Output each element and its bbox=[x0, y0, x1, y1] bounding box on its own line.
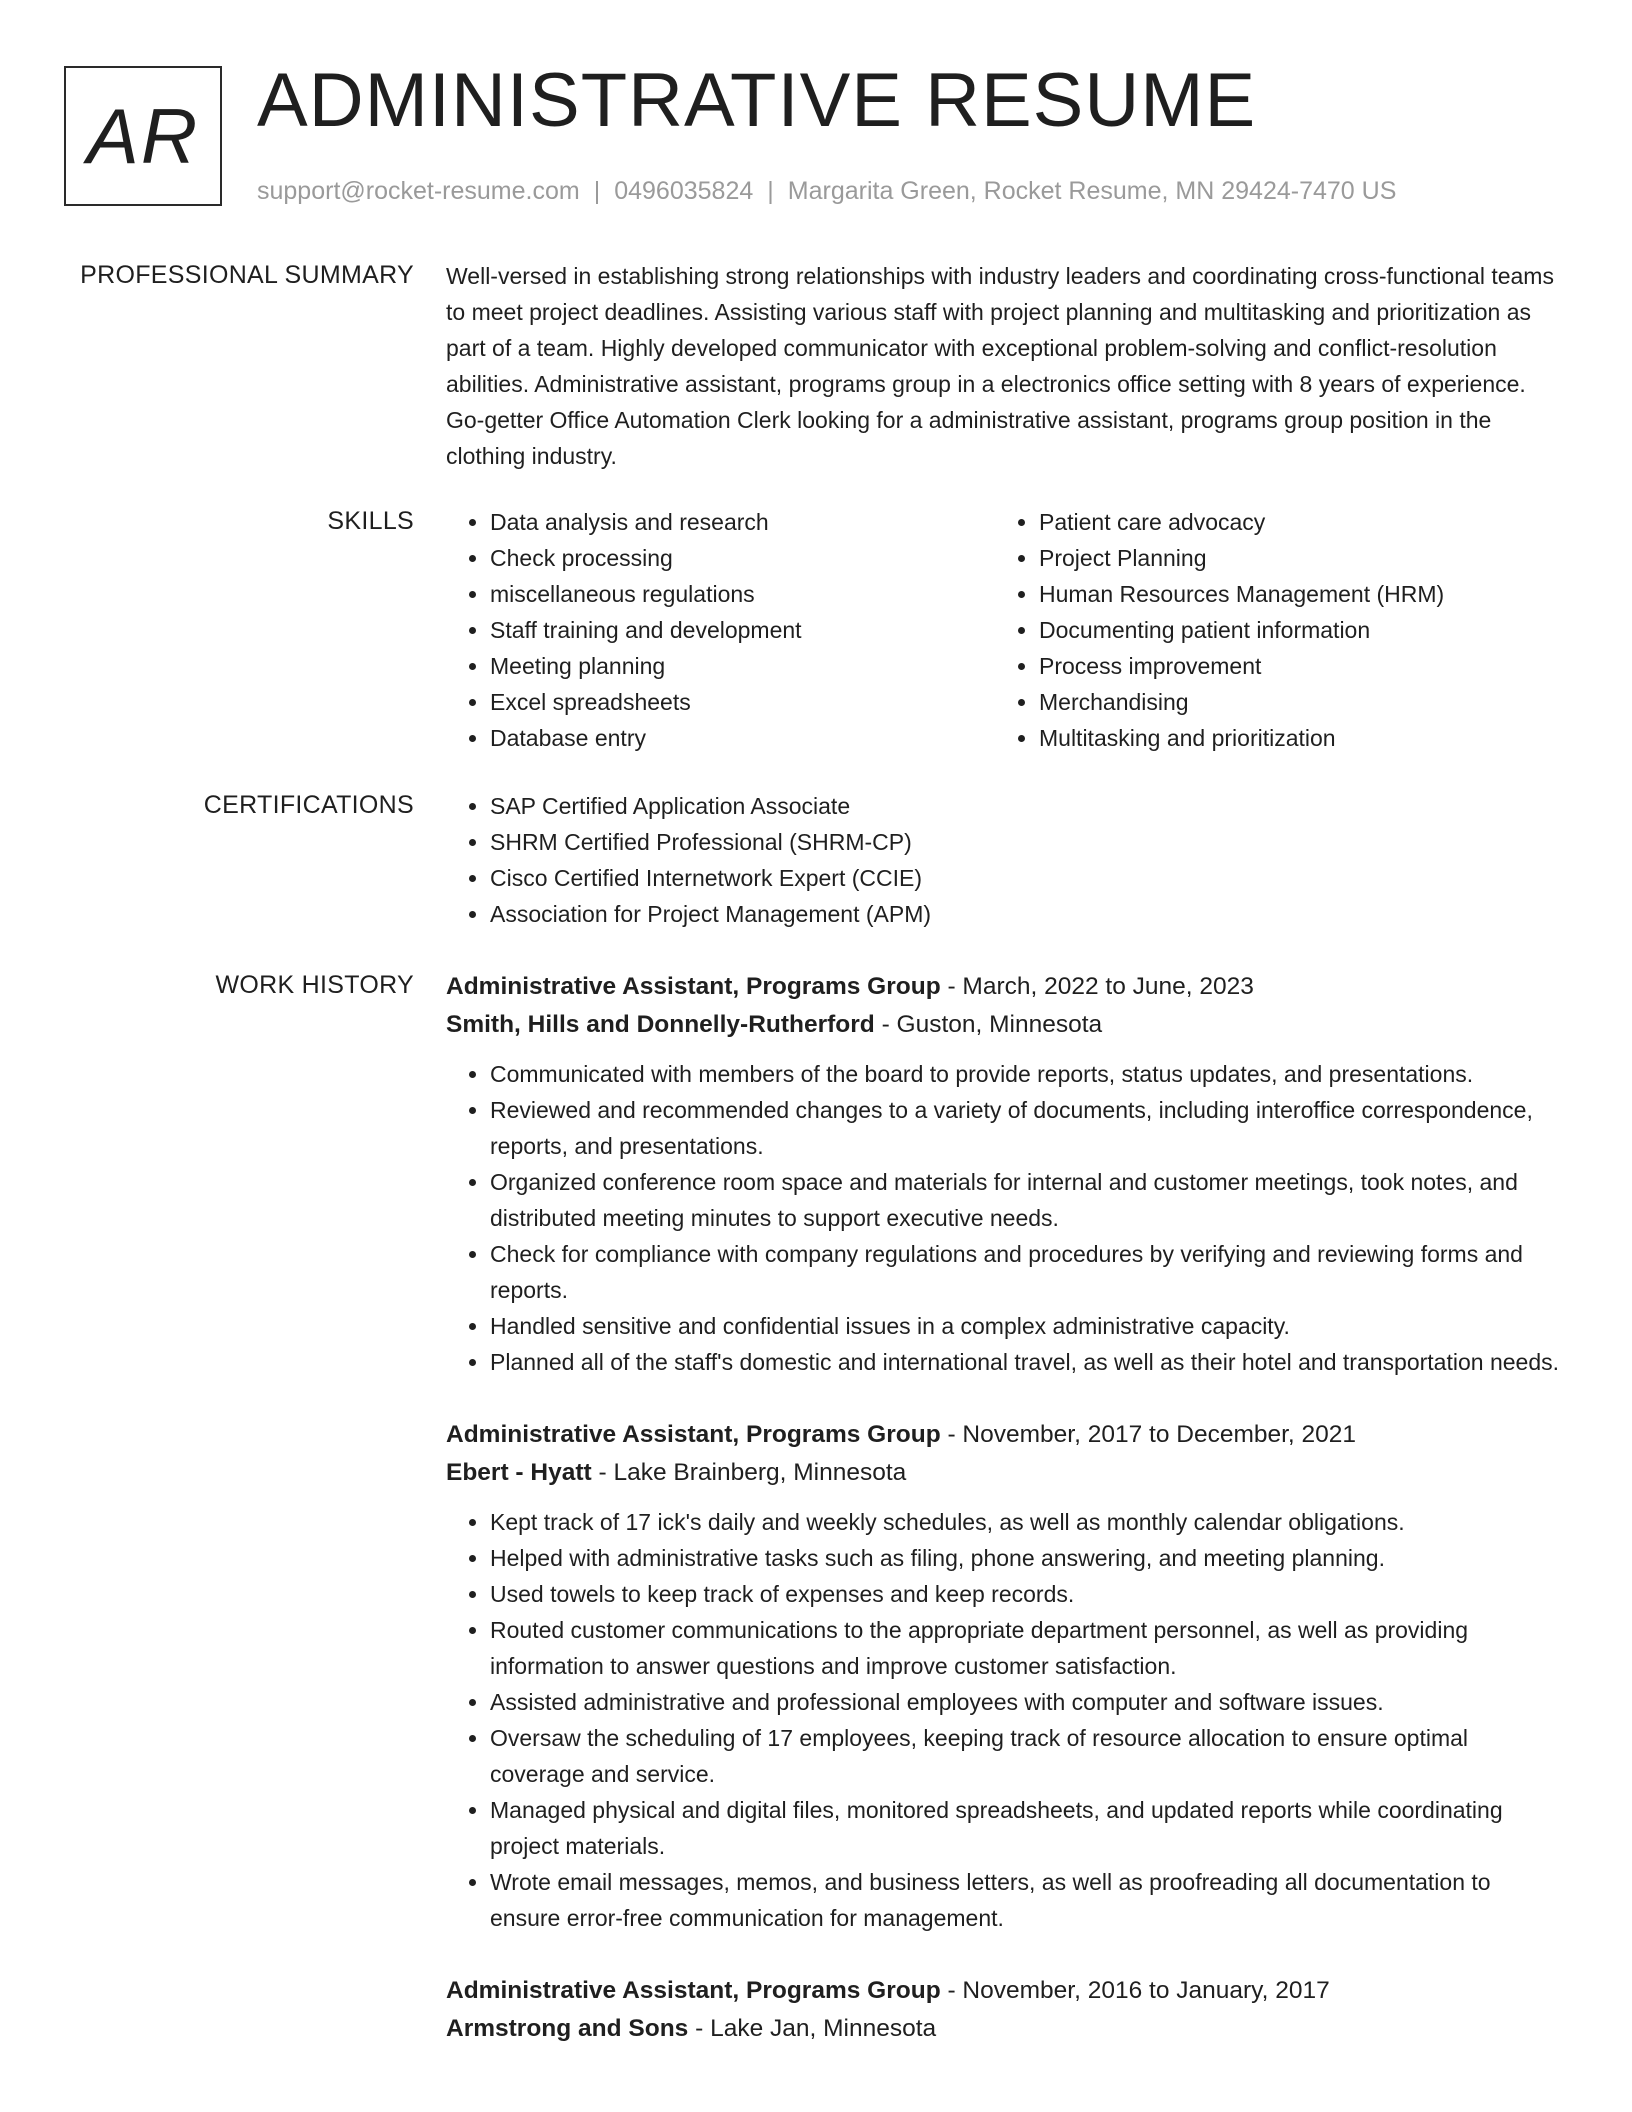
skills-list-right bbox=[995, 504, 1535, 756]
list-item: • Oversaw the scheduling of 17 employees, keeping track of resource allocation to ensure optimal coverage and service. bbox=[490, 1720, 1566, 1792]
certifications-body bbox=[446, 788, 1566, 932]
monogram-logo bbox=[64, 66, 222, 206]
contact-email: support@rocket-resume.com bbox=[257, 177, 580, 205]
list-item: • Documenting patient information bbox=[1039, 612, 1535, 648]
skills-body bbox=[446, 504, 1566, 764]
contact-separator: | bbox=[767, 177, 774, 205]
list-item: • SAP Certified Application Associate bbox=[490, 788, 1566, 824]
monogram-text: AR bbox=[86, 91, 200, 180]
certifications-heading: CERTIFICATIONS bbox=[203, 791, 414, 819]
list-item: • Project Planning bbox=[1039, 540, 1535, 576]
job-dates: - November, 2017 to December, 2021 bbox=[940, 1421, 1357, 1448]
resume-title: ADMINISTRATIVE RESUME bbox=[257, 58, 1257, 143]
list-item: • Database entry bbox=[490, 720, 986, 756]
work-history-body bbox=[446, 968, 1566, 2048]
list-item: • SHRM Certified Professional (SHRM-CP) bbox=[490, 824, 1566, 860]
job-company: Smith, Hills and Donnelly-Rutherford bbox=[446, 1011, 875, 1038]
job-title: Administrative Assistant, Programs Group bbox=[446, 1977, 941, 2004]
job-title-line bbox=[446, 1972, 1566, 2010]
list-item: • Used towels to keep track of expenses and keep records. bbox=[490, 1576, 1566, 1612]
job-title-line bbox=[446, 968, 1566, 1006]
list-item: • miscellaneous regulations bbox=[490, 576, 986, 612]
job-entry bbox=[446, 1972, 1566, 2048]
skills-heading: SKILLS bbox=[327, 507, 414, 535]
list-item: • Data analysis and research bbox=[490, 504, 986, 540]
job-company-line bbox=[446, 2010, 1566, 2048]
job-location: - Lake Jan, Minnesota bbox=[688, 2015, 937, 2042]
job-entry bbox=[446, 968, 1566, 1380]
list-item: • Patient care advocacy bbox=[1039, 504, 1535, 540]
list-item: • Process improvement bbox=[1039, 648, 1535, 684]
list-item: • Meeting planning bbox=[490, 648, 986, 684]
skills-column-left bbox=[446, 504, 986, 756]
list-item: • Routed customer communications to the appropriate department personnel, as well as providing information to answer questions and improve customer satisfaction. bbox=[490, 1612, 1566, 1684]
list-item: • Association for Project Management (APM) bbox=[490, 896, 1566, 932]
skills-column-right bbox=[995, 504, 1535, 756]
contact-phone: 0496035824 bbox=[614, 177, 754, 205]
list-item: • Managed physical and digital files, monitored spreadsheets, and updated reports while coordinating project materials. bbox=[490, 1792, 1566, 1864]
job-dates: - November, 2016 to January, 2017 bbox=[940, 1977, 1330, 2004]
contact-separator: | bbox=[593, 177, 601, 205]
job-title-line bbox=[446, 1416, 1566, 1454]
list-item: • Helped with administrative tasks such as filing, phone answering, and meeting planning. bbox=[490, 1540, 1566, 1576]
summary-heading: PROFESSIONAL SUMMARY bbox=[80, 261, 414, 289]
job-title: Administrative Assistant, Programs Group bbox=[446, 973, 941, 1000]
skills-list-left bbox=[446, 504, 986, 756]
job-bullets bbox=[446, 1504, 1566, 1936]
job-location: - Guston, Minnesota bbox=[874, 1011, 1103, 1038]
summary-text: Well-versed in establishing strong relationships with industry leaders and coordinating cross-functional teams to meet project deadlines. Assisting various staff with project planning and multitasking and prioritization as part of a team. Highly developed communicator with exceptional problem-solving and conflict-resolution abilities. Administrative assistant, programs group in a electronics office setting with 8 years of experience. Go-getter Office Automation Clerk looking for a administrative assistant, programs group position in the clothing industry. bbox=[446, 263, 1554, 469]
work-history-heading: WORK HISTORY bbox=[215, 971, 414, 999]
job-location: - Lake Brainberg, Minnesota bbox=[591, 1459, 907, 1486]
list-item: • Reviewed and recommended changes to a variety of documents, including interoffice correspondence, reports, and presentations. bbox=[490, 1092, 1566, 1164]
list-item: • Check for compliance with company regulations and procedures by verifying and reviewing forms and reports. bbox=[490, 1236, 1566, 1308]
job-company-line bbox=[446, 1006, 1566, 1044]
list-item: • Planned all of the staff's domestic and international travel, as well as their hotel and transportation needs. bbox=[490, 1344, 1566, 1380]
list-item: • Cisco Certified Internetwork Expert (CCIE) bbox=[490, 860, 1566, 896]
list-item: • Excel spreadsheets bbox=[490, 684, 986, 720]
job-bullets bbox=[446, 1056, 1566, 1380]
list-item: • Human Resources Management (HRM) bbox=[1039, 576, 1535, 612]
list-item: • Organized conference room space and materials for internal and customer meetings, took notes, and distributed meeting minutes to support executive needs. bbox=[490, 1164, 1566, 1236]
job-dates: - March, 2022 to June, 2023 bbox=[940, 973, 1254, 1000]
list-item: • Multitasking and prioritization bbox=[1039, 720, 1535, 756]
job-title: Administrative Assistant, Programs Group bbox=[446, 1421, 941, 1448]
list-item: • Assisted administrative and professional employees with computer and software issues. bbox=[490, 1684, 1566, 1720]
list-item: • Staff training and development bbox=[490, 612, 986, 648]
list-item: • Kept track of 17 ick's daily and weekly schedules, as well as monthly calendar obligations. bbox=[490, 1504, 1566, 1540]
contact-address: Margarita Green, Rocket Resume, MN 29424-7470 US bbox=[787, 177, 1397, 205]
certifications-list bbox=[446, 788, 1566, 932]
list-item: • Merchandising bbox=[1039, 684, 1535, 720]
job-company: Armstrong and Sons bbox=[446, 2015, 689, 2042]
list-item: • Handled sensitive and confidential issues in a complex administrative capacity. bbox=[490, 1308, 1566, 1344]
job-company: Ebert - Hyatt bbox=[446, 1459, 592, 1486]
list-item: • Wrote email messages, memos, and business letters, as well as proofreading all documentation to ensure error-free communication for management. bbox=[490, 1864, 1566, 1936]
list-item: • Check processing bbox=[490, 540, 986, 576]
job-entry bbox=[446, 1416, 1566, 1936]
list-item: • Communicated with members of the board to provide reports, status updates, and presentations. bbox=[490, 1056, 1566, 1092]
job-company-line bbox=[446, 1454, 1566, 1492]
contact-line bbox=[257, 174, 1396, 208]
